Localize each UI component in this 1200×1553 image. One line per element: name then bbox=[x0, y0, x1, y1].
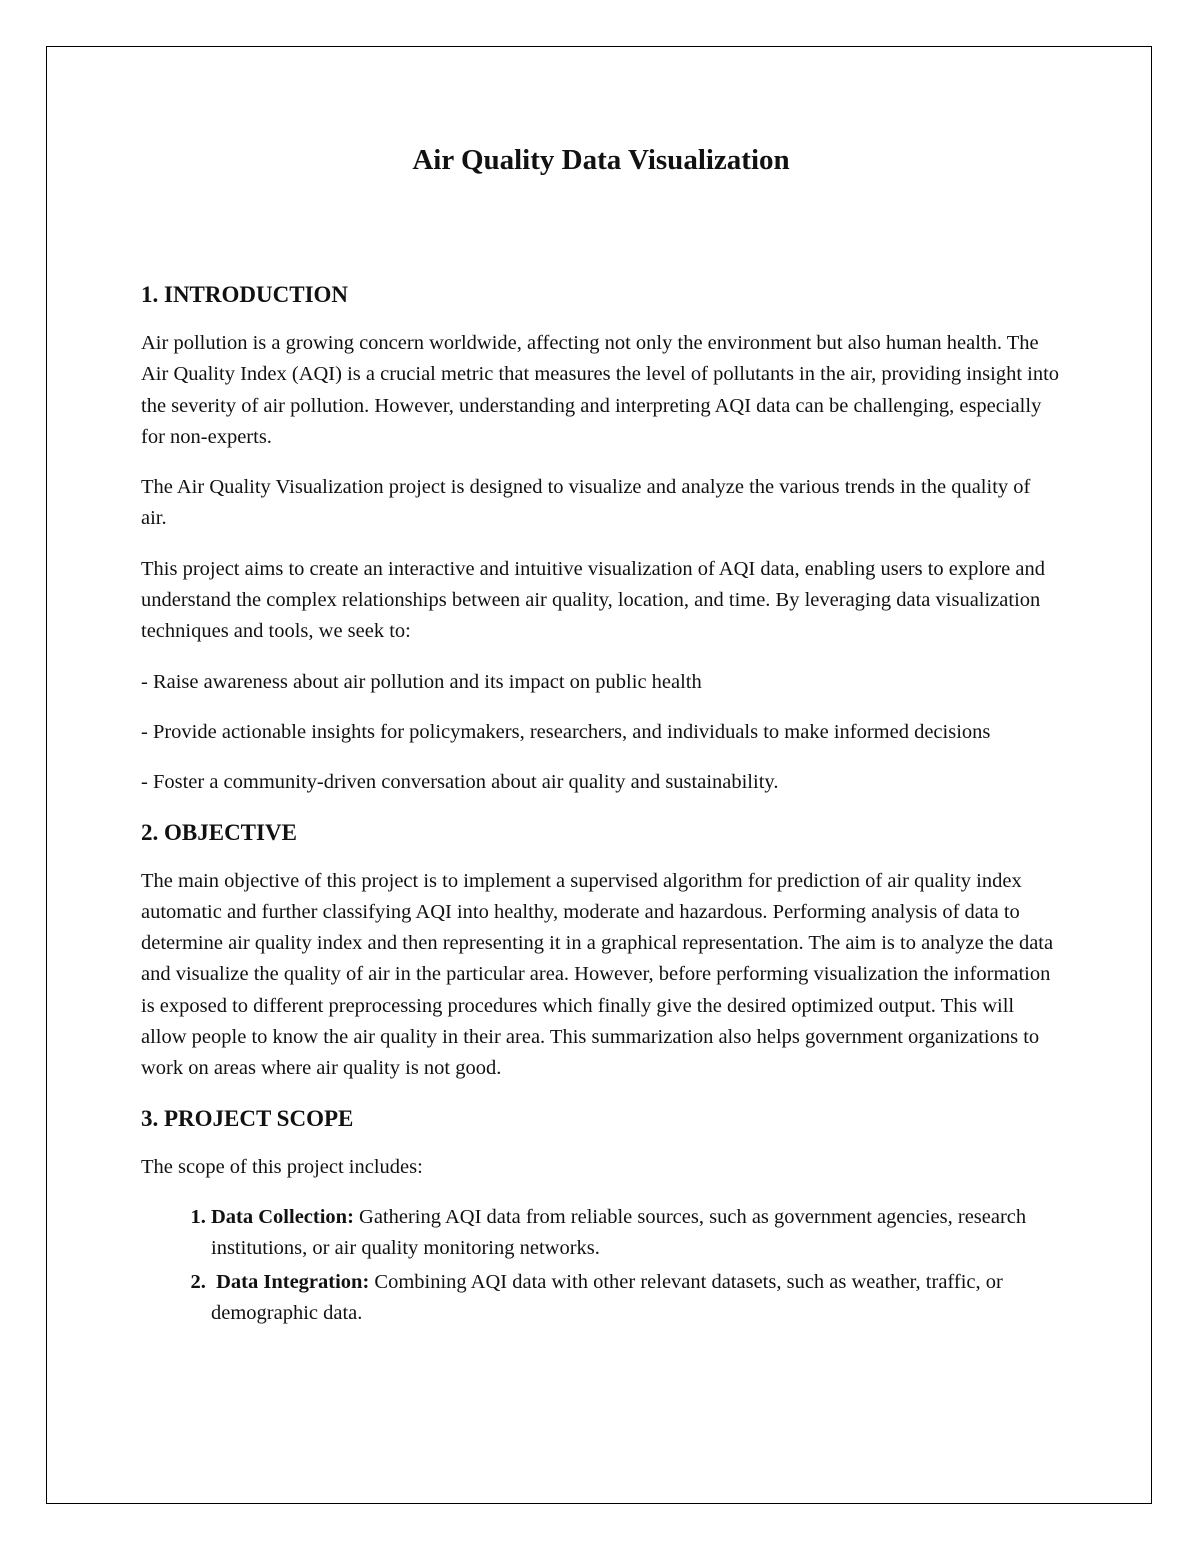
scope-item-text: Gathering AQI data from reliable sources, such as government agencies, research institutions, or air quality monitoring networks. bbox=[211, 1205, 1027, 1260]
intro-paragraph-2: The Air Quality Visualization project is designed to visualize and analyze the various trends in the quality of air. bbox=[141, 476, 1031, 530]
scope-item-data-collection bbox=[211, 1202, 1061, 1265]
intro-paragraph-1: Air pollution is a growing concern worldwide, affecting not only the environment but also human health. The Air Quality Index (AQI) is a crucial metric that measures the level of pollutants in the air, providing insight into the severity of air pollution. However, understanding and interpreting AQI data can be challenging, especially for non-experts. bbox=[141, 332, 1060, 448]
section-heading-introduction: 1. INTRODUCTION bbox=[141, 282, 349, 307]
document-body bbox=[141, 140, 1061, 1331]
intro-bullet-community: - Foster a community-driven conversation about air quality and sustainability. bbox=[141, 771, 779, 794]
objective-paragraph: The main objective of this project is to implement a supervised algorithm for prediction of air quality index automatic and further classifying AQI into healthy, moderate and hazardous. Performing analysis of data to determine air quality index and then representing it in a graphical representation. The aim is to analyze the data and visualize the quality of air in the particular area. However, before performing visualization the information is exposed to different preprocessing procedures which finally give the desired optimized output. This will allow people to know the air quality in their area. This summarization also helps government organizations to work on areas where air quality is not good. bbox=[141, 869, 1054, 1080]
scope-intro: The scope of this project includes: bbox=[141, 1155, 423, 1178]
section-heading-objective: 2. OBJECTIVE bbox=[141, 819, 297, 845]
intro-bullet-awareness: - Raise awareness about air pollution and its impact on public health bbox=[141, 670, 702, 693]
section-heading-project-scope: 3. PROJECT SCOPE bbox=[141, 1105, 354, 1131]
scope-list bbox=[141, 1202, 1061, 1329]
scope-item-data-integration bbox=[211, 1267, 1061, 1330]
document-title: Air Quality Data Visualization bbox=[412, 144, 790, 176]
scope-item-term: Data Integration: bbox=[211, 1270, 370, 1293]
intro-bullet-insights: - Provide actionable insights for policymakers, researchers, and individuals to make informed decisions bbox=[141, 720, 991, 743]
intro-paragraph-3: This project aims to create an interactive and intuitive visualization of AQI data, enabling users to explore and understand the complex relationships between air quality, location, and time. By leveraging data visualization techniques and tools, we seek to: bbox=[141, 557, 1045, 643]
scope-item-text: Combining AQI data with other relevant datasets, such as weather, traffic, or demographic data. bbox=[211, 1270, 1003, 1324]
scope-item-term: Data Collection: bbox=[211, 1205, 354, 1228]
